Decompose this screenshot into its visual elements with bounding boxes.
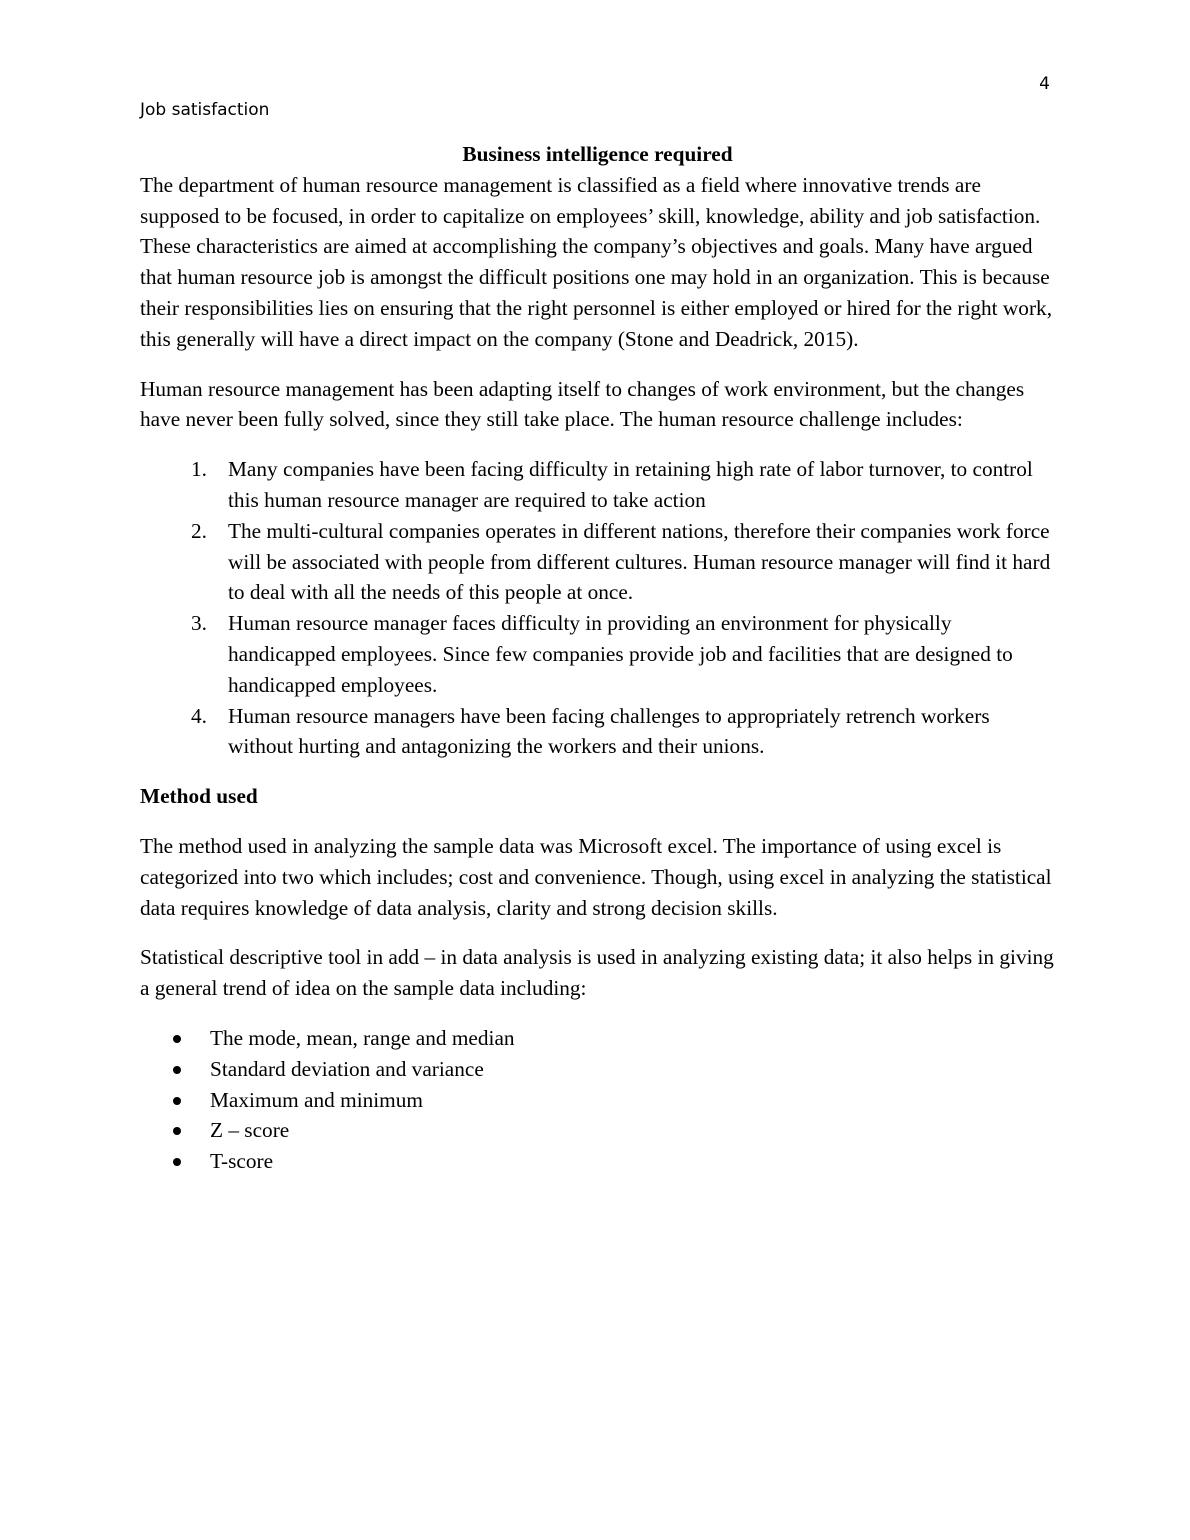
list-item-text: Human resource managers have been facing challenges to appropriately retrench workers without hurting and antagonizing the workers and their unions.: [228, 703, 990, 759]
running-header: Job satisfaction: [140, 100, 270, 120]
list-item-number: 3.: [191, 611, 207, 636]
statistics-paragraph: Statistical descriptive tool in add – in data analysis is used in analyzing existing data; it also helps in giving a general trend of idea on the sample data including:: [140, 945, 1054, 1001]
list-item-text: Human resource manager faces difficulty in providing an environment for physically handicapped employees. Since few companies provide job and facilities that are designed to handicapped employees.: [228, 611, 1013, 697]
challenges-intro-paragraph: Human resource management has been adapting itself to changes of work environment, but the changes have never been fully solved, since they still take place. The human resource challenge includes:: [140, 376, 1025, 432]
list-item: [210, 1023, 1055, 1054]
bullet-icon: [173, 1035, 181, 1043]
bullet-icon: [173, 1158, 181, 1166]
list-item-text: The mode, mean, range and median: [210, 1025, 515, 1050]
list-item: [191, 454, 1055, 516]
document-body: [140, 139, 1055, 1177]
bullet-icon: [173, 1127, 181, 1135]
list-item: [191, 516, 1055, 608]
list-item-text: Z – score: [210, 1118, 290, 1143]
list-item-text: T-score: [210, 1149, 274, 1174]
list-item: [210, 1085, 1055, 1116]
bullet-icon: [173, 1066, 181, 1074]
list-item: [191, 701, 1055, 763]
intro-paragraph: The department of human resource management is classified as a field where innovative trends are supposed to be focused, in order to capitalize on employees’ skill, knowledge, ability and job satisfaction. These characteristics are aimed at accomplishing the company’s objectives and goals. Many have argued that human resource job is amongst the difficult positions one may hold in an organization. This is because their responsibilities lies on ensuring that the right personnel is either employed or hired for the right work, this generally will have a direct impact on the company (Stone and Deadrick, 2015).: [140, 172, 1053, 351]
list-item-text: Standard deviation and variance: [210, 1056, 484, 1081]
statistics-bullet-list: [140, 1023, 1055, 1177]
list-item-number: 2.: [191, 518, 207, 543]
list-item-number: 4.: [191, 703, 207, 728]
method-paragraph: The method used in analyzing the sample data was Microsoft excel. The importance of using excel is categorized into two which includes; cost and convenience. Though, using excel in analyzing the statistical data requires knowledge of data analysis, clarity and strong decision skills.: [140, 833, 1052, 920]
document-title: Business intelligence required: [462, 142, 733, 166]
list-item: [210, 1054, 1055, 1085]
list-item: [210, 1115, 1055, 1146]
list-item-text: Maximum and minimum: [210, 1087, 423, 1112]
list-item-text: The multi-cultural companies operates in different nations, therefore their companies work force will be associated with people from different cultures. Human resource manager will find it hard to deal with all the needs of this people at once.: [228, 518, 1051, 605]
challenges-list: [140, 454, 1055, 762]
list-item-text: Many companies have been facing difficulty in retaining high rate of labor turnover, to control this human resource manager are required to take action: [228, 457, 1033, 512]
bullet-icon: [173, 1097, 181, 1105]
list-item-number: 1.: [191, 457, 207, 482]
list-item: [210, 1146, 1055, 1177]
list-item: [191, 608, 1055, 700]
method-heading: Method used: [140, 784, 258, 809]
page-number: 4: [1039, 74, 1050, 94]
